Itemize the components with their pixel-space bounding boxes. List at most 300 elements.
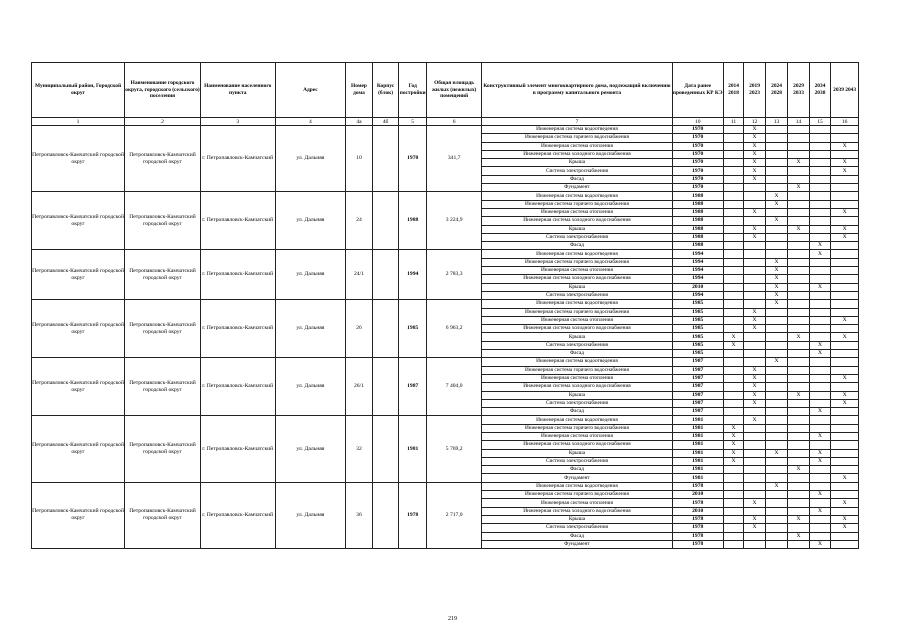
element-name-cell: Крыша [482,225,672,233]
period-mark-cell [765,225,788,233]
period-mark-cell: X [788,225,809,233]
period-mark-cell: X [809,283,830,291]
previous-repair-date-cell: 1970 [672,142,723,150]
column-number: 4 [275,118,346,126]
period-mark-cell [831,175,859,183]
period-mark-cell [744,449,765,457]
column-header: Наименование населенного пункта [200,63,275,118]
period-mark-cell: X [831,399,859,407]
period-mark-cell [765,308,788,316]
period-mark-cell [744,532,765,540]
period-mark-cell [809,167,830,175]
previous-repair-date-cell: 1988 [672,200,723,208]
period-mark-cell [831,308,859,316]
period-mark-cell [723,532,743,540]
table-row [32,482,859,490]
element-name-cell: Инженерная система отопления [482,374,672,382]
previous-repair-date-cell: 1988 [672,225,723,233]
period-mark-cell [809,532,830,540]
period-mark-cell [744,258,765,266]
period-mark-cell [809,316,830,324]
period-mark-cell [744,474,765,482]
column-header: 2034 2038 [809,63,830,118]
period-mark-cell [788,499,809,507]
column-number: 11 [723,118,743,126]
period-mark-cell [723,308,743,316]
element-name-cell: Фасад [482,532,672,540]
period-mark-cell [723,350,743,358]
period-mark-cell [723,134,743,142]
column-number: 16 [831,118,859,126]
column-number: 2 [125,118,201,126]
element-name-cell: Инженерная система водоотведения [482,482,672,490]
period-mark-cell [744,491,765,499]
period-mark-cell [744,466,765,474]
period-mark-cell [809,391,830,399]
period-mark-cell [723,358,743,366]
period-mark-cell [831,416,859,424]
period-mark-cell: X [744,374,765,382]
period-mark-cell: X [788,515,809,523]
period-mark-cell: X [744,366,765,374]
period-mark-cell [723,416,743,424]
period-mark-cell [788,217,809,225]
period-mark-cell: X [744,142,765,150]
period-mark-cell [831,449,859,457]
column-number: 3 [200,118,275,126]
period-mark-cell [723,175,743,183]
period-mark-cell [765,134,788,142]
period-mark-cell [723,515,743,523]
previous-repair-date-cell: 2010 [672,491,723,499]
period-mark-cell [788,250,809,258]
build-year-cell: 1985 [399,300,427,358]
period-mark-cell [744,217,765,225]
element-name-cell: Инженерная система холодного водоснабжения [482,441,672,449]
period-mark-cell [765,366,788,374]
build-year-cell: 1981 [399,416,427,482]
period-mark-cell [723,391,743,399]
period-mark-cell [809,499,830,507]
period-mark-cell: X [744,524,765,532]
period-mark-cell [809,358,830,366]
element-name-cell: Фасад [482,408,672,416]
period-mark-cell [809,333,830,341]
period-mark-cell [744,267,765,275]
period-mark-cell [723,250,743,258]
period-mark-cell: X [831,391,859,399]
period-mark-cell [765,341,788,349]
previous-repair-date-cell: 1981 [672,441,723,449]
period-mark-cell [809,441,830,449]
element-name-cell: Крыша [482,159,672,167]
period-mark-cell [809,208,830,216]
period-mark-cell [788,441,809,449]
page-number: 219 [448,616,457,622]
period-mark-cell [788,449,809,457]
element-name-cell: Фундамент [482,540,672,548]
period-mark-cell: X [831,524,859,532]
period-mark-cell [765,184,788,192]
period-mark-cell [723,374,743,382]
period-mark-cell: X [744,399,765,407]
period-mark-cell: X [788,391,809,399]
period-mark-cell [831,242,859,250]
period-mark-cell [723,208,743,216]
locality-cell: г. Петропавловск-Камчатский [200,192,275,250]
period-mark-cell [831,482,859,490]
period-mark-cell [831,325,859,333]
period-mark-cell [831,466,859,474]
previous-repair-date-cell: 1994 [672,275,723,283]
period-mark-cell [765,466,788,474]
district-cell: Петропавловск-Камчатский городской округ [32,250,125,300]
period-mark-cell [744,540,765,548]
period-mark-cell [765,524,788,532]
period-mark-cell [788,524,809,532]
period-mark-cell [788,258,809,266]
period-mark-cell: X [831,233,859,241]
period-mark-cell [765,515,788,523]
element-name-cell: Инженерная система водоотведения [482,250,672,258]
period-mark-cell [765,175,788,183]
period-mark-cell: X [788,532,809,540]
element-name-cell: Крыша [482,449,672,457]
previous-repair-date-cell: 1981 [672,474,723,482]
period-mark-cell: X [809,250,830,258]
table-row [32,126,859,134]
settlement-cell: Петропавловск-Камчатский городской округ [125,300,201,358]
period-mark-cell [788,308,809,316]
period-mark-cell [723,283,743,291]
period-mark-cell: X [831,142,859,150]
previous-repair-date-cell: 1978 [672,524,723,532]
period-mark-cell: X [831,499,859,507]
column-number: 5 [399,118,427,126]
element-name-cell: Система электроснабжения [482,399,672,407]
period-mark-cell [723,200,743,208]
period-mark-cell [809,383,830,391]
period-mark-cell [765,491,788,499]
period-mark-cell [723,184,743,192]
element-name-cell: Инженерная система водоотведения [482,192,672,200]
settlement-cell: Петропавловск-Камчатский городской округ [125,126,201,192]
period-mark-cell [765,126,788,134]
column-header: Адрес [275,63,346,118]
period-mark-cell: X [744,499,765,507]
period-mark-cell: X [723,432,743,440]
period-mark-cell [788,374,809,382]
period-mark-cell: X [744,383,765,391]
period-mark-cell [765,233,788,241]
period-mark-cell [809,482,830,490]
period-mark-cell [809,267,830,275]
element-name-cell: Фундамент [482,474,672,482]
district-cell: Петропавловск-Камчатский городской округ [32,126,125,192]
element-name-cell: Крыша [482,333,672,341]
period-mark-cell: X [723,449,743,457]
block-cell [372,250,399,300]
house-number-cell: 32 [346,416,373,482]
period-mark-cell [723,482,743,490]
build-year-cell: 1987 [399,358,427,416]
period-mark-cell [809,159,830,167]
period-mark-cell [744,507,765,515]
period-mark-cell [723,399,743,407]
period-mark-cell [788,399,809,407]
period-mark-cell [744,341,765,349]
period-mark-cell [765,350,788,358]
previous-repair-date-cell: 1978 [672,499,723,507]
period-mark-cell [788,150,809,158]
period-mark-cell: X [723,457,743,465]
build-year-cell: 1994 [399,250,427,300]
element-name-cell: Инженерная система горячего водоснабжения [482,308,672,316]
locality-cell: г. Петропавловск-Камчатский [200,300,275,358]
table-row [32,250,859,258]
period-mark-cell [723,258,743,266]
period-mark-cell [765,499,788,507]
period-mark-cell [765,325,788,333]
element-name-cell: Инженерная система горячего водоснабжения [482,424,672,432]
period-mark-cell: X [765,192,788,200]
period-mark-cell [788,482,809,490]
period-mark-cell: X [788,159,809,167]
period-mark-cell: X [831,316,859,324]
period-mark-cell [723,300,743,308]
period-mark-cell [723,233,743,241]
period-mark-cell [809,374,830,382]
district-cell: Петропавловск-Камчатский городской округ [32,358,125,416]
period-mark-cell: X [723,341,743,349]
element-name-cell: Фасад [482,466,672,474]
period-mark-cell: X [744,308,765,316]
element-name-cell: Фасад [482,350,672,358]
previous-repair-date-cell: 1985 [672,308,723,316]
period-mark-cell [723,159,743,167]
period-mark-cell [809,258,830,266]
area-cell: 7 404,0 [427,358,482,416]
period-mark-cell [744,457,765,465]
element-name-cell: Фасад [482,242,672,250]
period-mark-cell: X [723,424,743,432]
period-mark-cell [788,192,809,200]
period-mark-cell: X [765,258,788,266]
period-mark-cell [788,126,809,134]
settlement-cell: Петропавловск-Камчатский городской округ [125,416,201,482]
period-mark-cell: X [809,507,830,515]
period-mark-cell: X [744,175,765,183]
period-mark-cell [809,126,830,134]
period-mark-cell: X [765,267,788,275]
element-name-cell: Система электроснабжения [482,233,672,241]
period-mark-cell [809,466,830,474]
period-mark-cell: X [809,540,830,548]
column-header: 2039 2043 [831,63,859,118]
period-mark-cell: X [744,208,765,216]
previous-repair-date-cell: 1987 [672,399,723,407]
period-mark-cell [809,366,830,374]
period-mark-cell: X [744,167,765,175]
period-mark-cell: X [809,457,830,465]
period-mark-cell [765,150,788,158]
previous-repair-date-cell: 1978 [672,540,723,548]
period-mark-cell [723,325,743,333]
element-name-cell: Инженерная система горячего водоснабжения [482,200,672,208]
period-mark-cell: X [765,482,788,490]
period-mark-cell [765,391,788,399]
period-mark-cell: X [765,283,788,291]
period-mark-cell [788,291,809,299]
period-mark-cell: X [744,225,765,233]
house-number-cell: 26 [346,300,373,358]
element-name-cell: Инженерная система отопления [482,142,672,150]
element-name-cell: Фасад [482,175,672,183]
locality-cell: г. Петропавловск-Камчатский [200,482,275,548]
period-mark-cell [788,408,809,416]
element-name-cell: Система электроснабжения [482,457,672,465]
period-mark-cell [765,441,788,449]
element-name-cell: Фундамент [482,184,672,192]
house-number-cell: 24 [346,192,373,250]
period-mark-cell [788,242,809,250]
column-header: Общая площадь жилых (нежилых) помещений [427,63,482,118]
element-name-cell: Инженерная система водоотведения [482,126,672,134]
block-cell [372,482,399,548]
period-mark-cell [744,300,765,308]
period-mark-cell [809,300,830,308]
previous-repair-date-cell: 1978 [672,482,723,490]
period-mark-cell [809,308,830,316]
previous-repair-date-cell: 1987 [672,391,723,399]
previous-repair-date-cell: 1985 [672,333,723,341]
period-mark-cell [788,175,809,183]
period-mark-cell [765,333,788,341]
element-name-cell: Система электроснабжения [482,524,672,532]
previous-repair-date-cell: 1970 [672,134,723,142]
period-mark-cell [809,225,830,233]
period-mark-cell: X [744,515,765,523]
district-cell: Петропавловск-Камчатский городской округ [32,192,125,250]
column-number: 7 [482,118,672,126]
block-cell [372,416,399,482]
period-mark-cell [765,474,788,482]
period-mark-cell [788,424,809,432]
period-mark-cell [831,192,859,200]
period-mark-cell: X [744,126,765,134]
block-cell [372,126,399,192]
period-mark-cell [744,333,765,341]
period-mark-cell: X [788,184,809,192]
period-mark-cell [809,325,830,333]
period-mark-cell: X [744,150,765,158]
previous-repair-date-cell: 1970 [672,184,723,192]
period-mark-cell [831,540,859,548]
period-mark-cell [744,283,765,291]
previous-repair-date-cell: 1970 [672,159,723,167]
element-name-cell: Инженерная система холодного водоснабжения [482,507,672,515]
period-mark-cell: X [765,358,788,366]
period-mark-cell: X [809,491,830,499]
build-year-cell: 1970 [399,126,427,192]
locality-cell: г. Петропавловск-Камчатский [200,250,275,300]
period-mark-cell: X [723,333,743,341]
column-header: Муниципальный район, Городской округ [32,63,125,118]
address-cell: ул. Дальняя [275,482,346,548]
period-mark-cell: X [744,325,765,333]
period-mark-cell [723,491,743,499]
previous-repair-date-cell: 1985 [672,325,723,333]
period-mark-cell: X [831,167,859,175]
period-mark-cell [809,142,830,150]
period-mark-cell [788,300,809,308]
period-mark-cell [788,275,809,283]
column-header: 2029 2033 [788,63,809,118]
period-mark-cell [788,341,809,349]
period-mark-cell [723,507,743,515]
period-mark-cell [831,441,859,449]
period-mark-cell [765,424,788,432]
period-mark-cell [809,291,830,299]
period-mark-cell [723,126,743,134]
address-cell: ул. Дальняя [275,416,346,482]
element-name-cell: Инженерная система отопления [482,499,672,507]
table-header-row [32,63,859,118]
period-mark-cell [831,457,859,465]
period-mark-cell [809,399,830,407]
element-name-cell: Крыша [482,283,672,291]
period-mark-cell [765,432,788,440]
previous-repair-date-cell: 1981 [672,416,723,424]
period-mark-cell [723,225,743,233]
period-mark-cell [831,291,859,299]
period-mark-cell [809,233,830,241]
period-mark-cell [831,184,859,192]
table-row [32,300,859,308]
element-name-cell: Система электроснабжения [482,167,672,175]
period-mark-cell: X [831,159,859,167]
element-name-cell: Инженерная система горячего водоснабжения [482,491,672,499]
column-number: 4б [372,118,399,126]
period-mark-cell [723,499,743,507]
column-header: 2024 2028 [765,63,788,118]
period-mark-cell [788,167,809,175]
period-mark-cell: X [809,449,830,457]
period-mark-cell [809,474,830,482]
previous-repair-date-cell: 1987 [672,383,723,391]
locality-cell: г. Петропавловск-Камчатский [200,416,275,482]
area-cell: 2 783,3 [427,250,482,300]
period-mark-cell: X [723,441,743,449]
period-mark-cell [744,482,765,490]
period-mark-cell [788,233,809,241]
element-name-cell: Инженерная система водоотведения [482,300,672,308]
period-mark-cell [723,466,743,474]
previous-repair-date-cell: 1970 [672,126,723,134]
element-name-cell: Инженерная система горячего водоснабжения [482,258,672,266]
period-mark-cell: X [809,432,830,440]
column-number: 10 [672,118,723,126]
previous-repair-date-cell: 1988 [672,233,723,241]
period-mark-cell [831,217,859,225]
period-mark-cell [723,267,743,275]
period-mark-cell [788,325,809,333]
period-mark-cell: X [809,408,830,416]
period-mark-cell [831,491,859,499]
table-row [32,416,859,424]
column-number: 6 [427,118,482,126]
period-mark-cell: X [744,316,765,324]
